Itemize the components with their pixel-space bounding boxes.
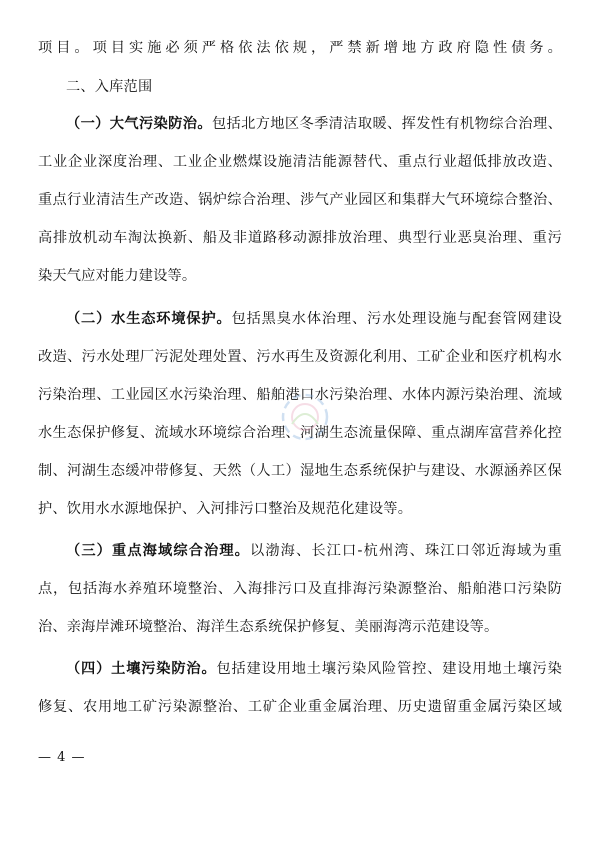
paragraph-water-line-2: 改造、污水处理厂污泥处理处置、污水再生及资源化利用、工矿企业和医疗机构水 bbox=[38, 349, 562, 365]
paragraph-line-1: 项目。项目实施必须严格依法依规，严禁新增地方政府隐性债务。 bbox=[38, 40, 562, 56]
paragraph-water-line-5: 制、河湖生态缓冲带修复、天然（人工）湿地生态系统保护与建设、水源涵养区保 bbox=[38, 463, 562, 479]
paragraph-soil-line-1: （四）土壤污染防治。包括建设用地土壤污染风险管控、建设用地土壤污染 bbox=[66, 661, 562, 677]
paragraph-sea-line-2: 点，包括海水养殖环境整治、入海排污口及直排海污染源整治、船舶港口污染防 bbox=[38, 581, 562, 597]
subheading-air: （一）大气污染防治。 bbox=[66, 116, 212, 132]
paragraph-water-line-4: 水生态保护修复、流域水环境综合治理、河湖生态流量保障、重点湖库富营养化控 bbox=[38, 425, 562, 441]
paragraph-water-line-6: 护、饮用水水源地保护、入河排污口整治及规范化建设等。 bbox=[38, 501, 413, 517]
subheading-soil: （四）土壤污染防治。 bbox=[66, 661, 217, 677]
paragraph-air-line-2: 工业企业深度治理、工业企业燃煤设施清洁能源替代、重点行业超低排放改造、 bbox=[38, 154, 562, 170]
paragraph-water-line-1: （二）水生态环境保护。包括黑臭水体治理、污水处理设施与配套管网建设 bbox=[66, 311, 563, 327]
subheading-sea: （三）重点海域综合治理。 bbox=[66, 543, 251, 559]
paragraph-soil-line-2: 修复、农用地工矿污染源整治、工矿企业重金属治理、历史遗留重金属污染区域 bbox=[38, 699, 562, 715]
paragraph-sea-line-3: 治、亲海岸滩环境整治、海洋生态系统保护修复、美丽海湾示范建设等。 bbox=[38, 619, 499, 635]
paragraph-air-line-4: 高排放机动车淘汰换新、船及非道路移动源排放治理、典型行业恶臭治理、重污 bbox=[38, 230, 562, 246]
section-heading-scope: 二、入库范围 bbox=[66, 79, 153, 95]
paragraph-air-line-3: 重点行业清洁生产改造、锅炉综合治理、涉气产业园区和集群大气环境综合整治、 bbox=[38, 192, 562, 208]
paragraph-sea-line-1: （三）重点海域综合治理。以渤海、长江口-杭州湾、珠江口邻近海域为重 bbox=[66, 543, 563, 559]
paragraph-air-line-1: （一）大气污染防治。包括北方地区冬季清洁取暖、挥发性有机物综合治理、 bbox=[66, 116, 562, 132]
subheading-water: （二）水生态环境保护。 bbox=[66, 311, 232, 327]
paragraph-water-line-3: 污染治理、工业园区水污染治理、船舶港口水污染治理、水体内源污染治理、流域 bbox=[38, 387, 562, 403]
paragraph-air-line-5: 染天气应对能力建设等。 bbox=[38, 268, 197, 284]
page-number: — 4 — bbox=[38, 750, 86, 765]
